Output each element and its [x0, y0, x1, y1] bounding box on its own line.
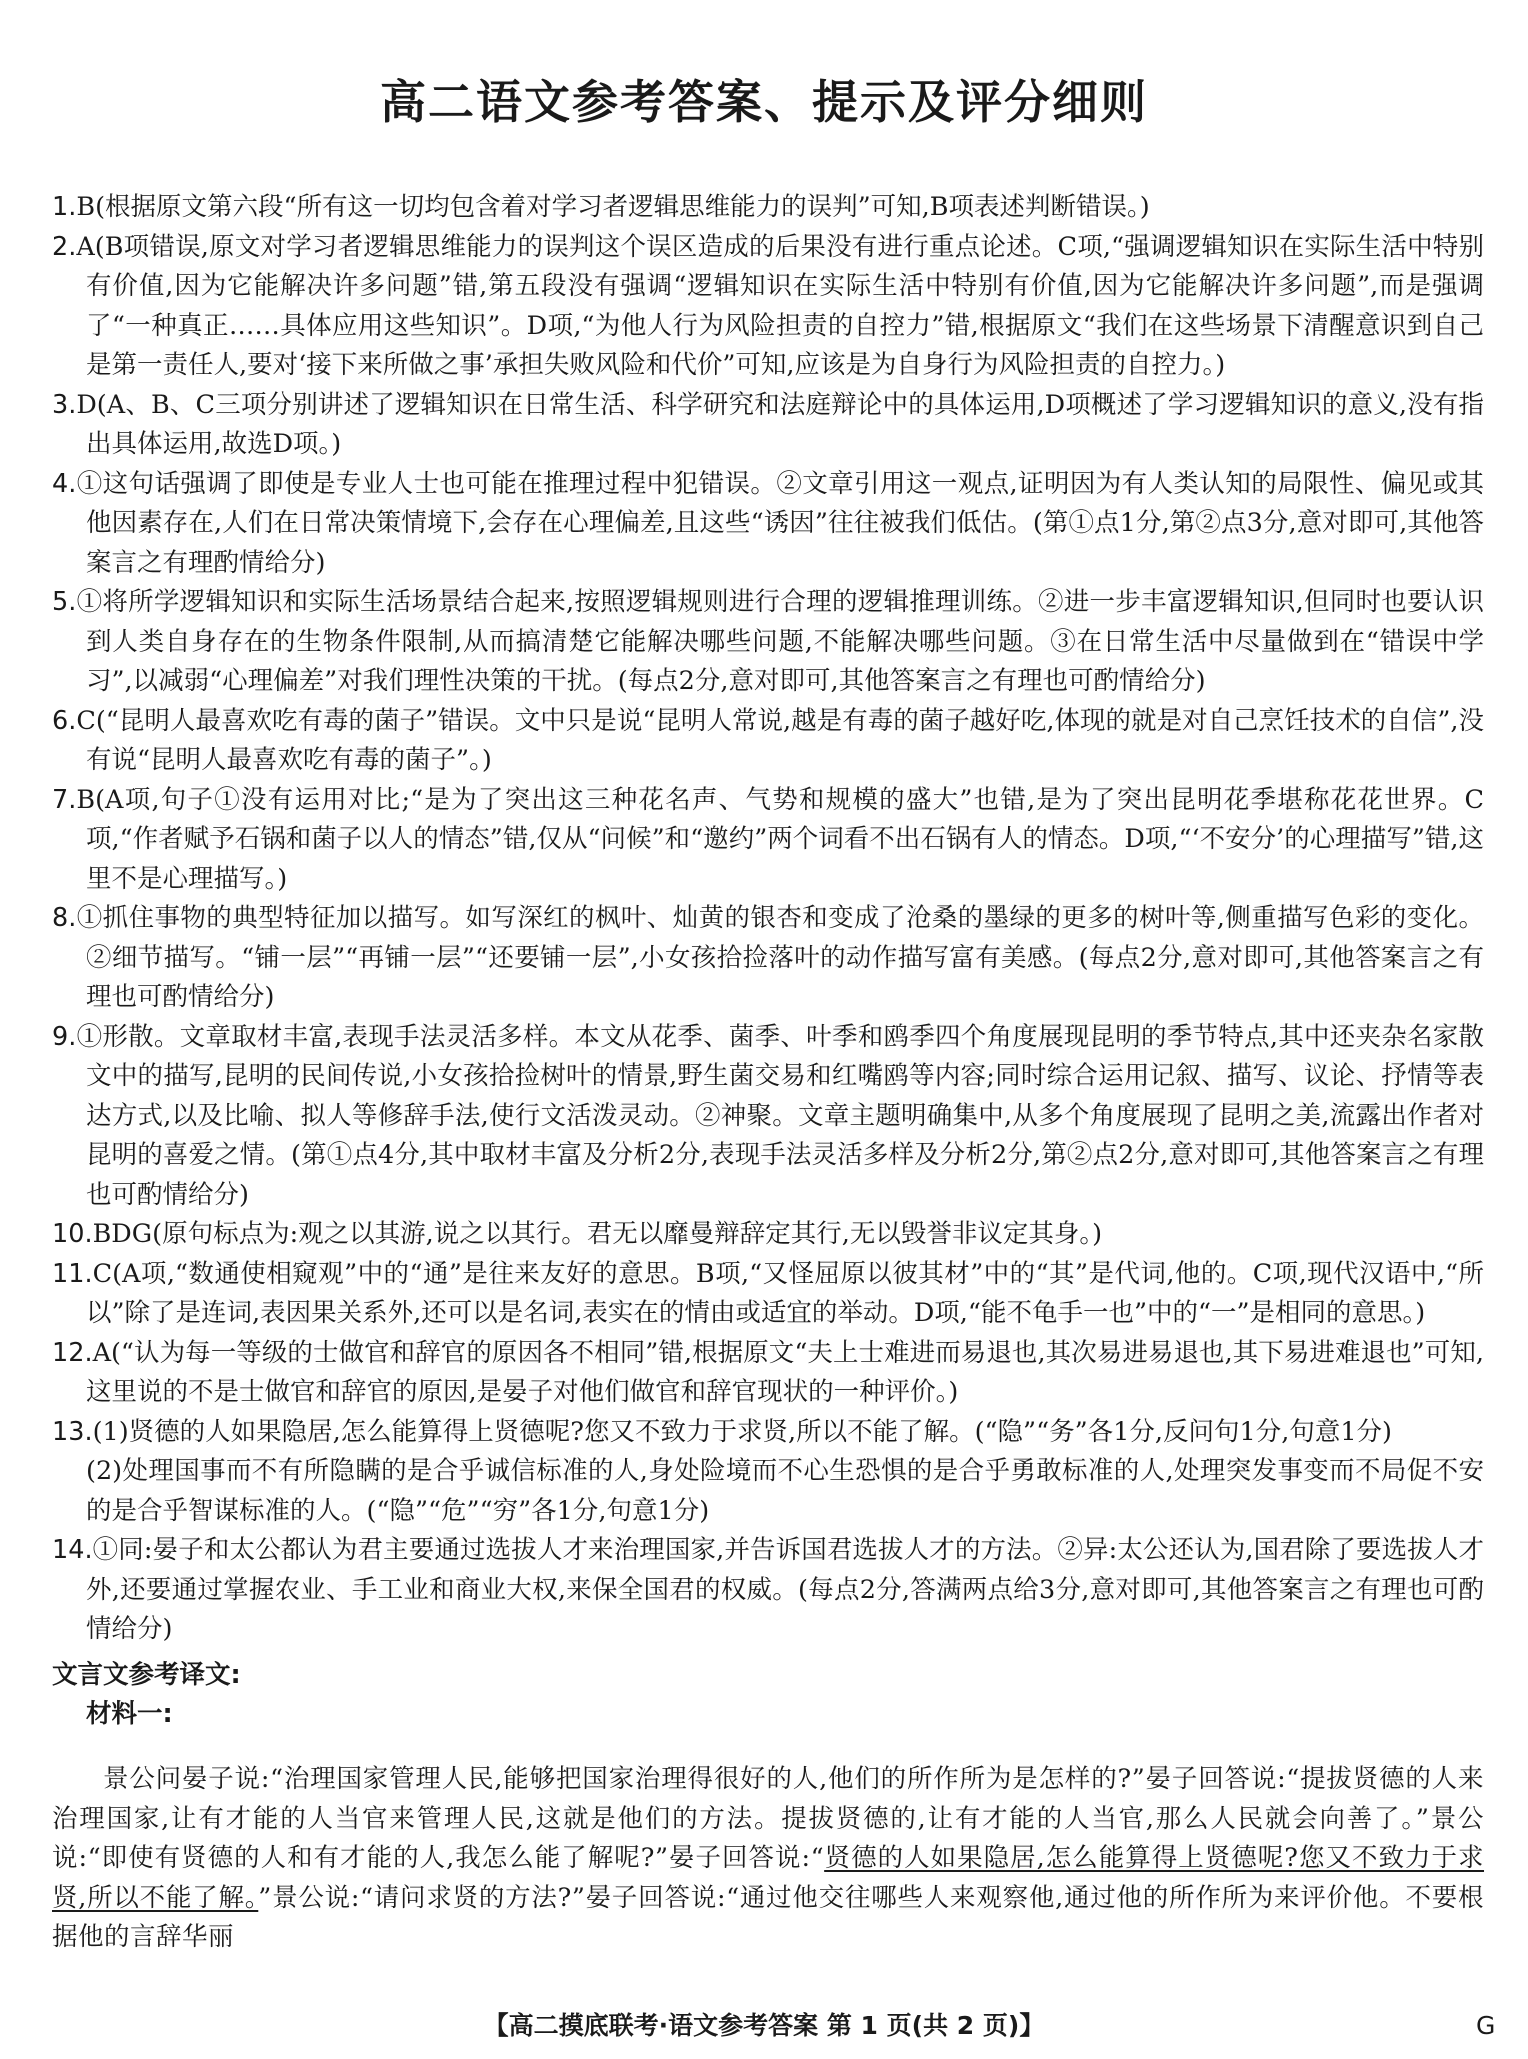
item-text: ①形散。文章取材丰富,表现手法灵活多样。本文从花季、菌季、叶季和鸥季四个角度展现昆明的季节特点,其中还夹杂名家散文中的描写,昆明的民间传说,小女孩拾捡树叶的情景,野生菌交易和红嘴鸥等内容;同时综合运用记叙、描写、议论、抒情等表达方式,以及比喻、拟人等修辞手法,使行文活泼灵动。②神聚。文章主题明确集中,从多个角度展现了昆明之美,流露出作者对昆明的喜爱之情。(第①点4分,其中取材丰富及分析2分,表现手法灵活多样及分析2分,第②点2分,意对即可,其他答案言之有理也可酌情给分)	[76, 1021, 1484, 1210]
item-text: A(B项错误,原文对学习者逻辑思维能力的误判这个误区造成的后果没有进行重点论述。C项,“强调逻辑知识在实际生活中特别有价值,因为它能解决许多问题”错,第五段没有强调“逻辑知识在实际生活中特别有价值,因为它能解决许多问题”,而是强调了“一种真正……具体应用这些知识”。D项,“为他人行为风险担责的自控力”错,根据原文“我们在这些场景下清醒意识到自己是第一责任人,要对‘接下来所做之事’承担失败风险和代价”可知,应该是为自身行为风险担责的自控力。)	[76, 231, 1484, 380]
answer-item-7	[52, 781, 1484, 900]
answer-item-13	[52, 1413, 1484, 1532]
item-number: 2.	[52, 231, 77, 262]
translation-text-before: 景公问晏子说:“治理国家管理人民,能够把国家治理得很好的人,他们的所作所为是怎样的?”晏子回答说:“提拔贤德的人来治理国家,让有才能的人当官来管理人民,这就是他们的方法。提拔贤德的,让有才能的人当官,那么人民就会向善了。”景公说:“即使有贤德的人和有才能的人,我怎么能了解呢?”晏子回答说:“	[52, 1764, 1484, 1873]
answer-item-1	[52, 188, 1484, 228]
answer-content	[52, 188, 1484, 1983]
item-text: B(根据原文第六段“所有这一切均包含着对学习者逻辑思维能力的误判”可知,B项表述判断错误。)	[76, 192, 1150, 222]
item-number: 7.	[52, 784, 77, 815]
item-number: 14.	[52, 1535, 93, 1565]
answer-item-11	[52, 1255, 1484, 1334]
translation-underlined-text: 贤德的人如果隐居,怎么能算得上贤德呢?您又不致力于求贤,所以不能了解。	[52, 1843, 1485, 1913]
item-text: ①抓住事物的典型特征加以描写。如写深红的枫叶、灿黄的银杏和变成了沧桑的墨绿的更多的树叶等,侧重描写色彩的变化。②细节描写。“铺一层”“再铺一层”“还要铺一层”,小女孩拾捡落叶的动作描写富有美感。(每点2分,意对即可,其他答案言之有理也可酌情给分)	[76, 903, 1484, 1012]
item-text: C(“昆明人最喜欢吃有毒的菌子”错误。文中只是说“昆明人常说,越是有毒的菌子越好吃,体现的就是对自己烹饪技术的自信”,没有说“昆明人最喜欢吃有毒的菌子”。)	[76, 705, 1484, 775]
page-title: 高二语文参考答案、提示及评分细则	[380, 75, 1148, 129]
item-number: 5.	[52, 587, 77, 617]
answer-item-4	[52, 465, 1484, 584]
answer-item-3	[52, 386, 1484, 465]
item-number: 10.	[52, 1219, 93, 1249]
item-number: 8.	[52, 903, 77, 933]
footer-code: G	[1476, 2011, 1496, 2040]
answer-item-9	[52, 1018, 1484, 1216]
item-text: ①同:晏子和太公都认为君主要通过选拔人才来治理国家,并告诉国君选拔人才的方法。②异:太公还认为,国君除了要选拔人才外,还要通过掌握农业、手工业和商业大权,来保全国君的权威。(每点2分,答满两点给3分,意对即可,其他答案言之有理也可酌情给分)	[86, 1535, 1484, 1644]
item-part-1: (1)贤德的人如果隐居,怎么能算得上贤德呢?您又不致力于求贤,所以不能了解。(“隐”“务”各1分,反问句1分,句意1分)	[92, 1416, 1392, 1447]
item-number: 4.	[52, 468, 77, 499]
item-text: B(A项,句子①没有运用对比;“是为了突出这三种花名声、气势和规模的盛大”也错,是为了突出昆明花季堪称花花世界。C项,“作者赋予石锅和菌子以人的情态”错,仅从“问候”和“邀约”两个词看不出石锅有人的情态。D项,“‘不安分’的心理描写”错,这里不是心理描写。)	[76, 784, 1484, 894]
item-text: ①这句话强调了即使是专业人士也可能在推理过程中犯错误。②文章引用这一观点,证明因为有人类认知的局限性、偏见或其他因素存在,人们在日常决策情境下,会存在心理偏差,且这些“诱因”往往被我们低估。(第①点1分,第②点3分,意对即可,其他答案言之有理酌情给分)	[76, 468, 1484, 578]
item-part-2: (2)处理国事而不有所隐瞒的是合乎诚信标准的人,身处险境而不心生恐惧的是合乎勇敢标准的人,处理突发事变而不局促不安的是合乎智谋标准的人。(“隐”“危”“穷”各1分,句意1分)	[86, 1456, 1484, 1526]
page-footer: 【高二摸底联考·语文参考答案 第 1 页(共 2 页)】	[483, 2011, 1045, 2040]
answer-item-6	[52, 702, 1484, 781]
item-text: C(A项,“数通使相窥观”中的“通”是往来友好的意思。B项,“又怪屈原以彼其材”中的“其”是代词,他的。C项,现代汉语中,“所以”除了是连词,表因果关系外,还可以是名词,表实在的情由或适宜的举动。D项,“能不龟手一也”中的“一”是相同的意思。)	[86, 1258, 1484, 1328]
answer-item-2	[52, 228, 1484, 386]
answer-item-10	[52, 1215, 1484, 1255]
material-label: 材料一:	[86, 1699, 173, 1729]
translation-paragraph	[52, 1760, 1484, 1958]
answer-item-12	[52, 1334, 1484, 1413]
answer-item-14	[52, 1531, 1484, 1650]
item-number: 13.	[52, 1416, 93, 1447]
translation-text-after: ”景公说:“请问求贤的方法?”晏子回答说:“通过他交往哪些人来观察他,通过他的所作所为来评价他。不要根据他的言辞华丽	[52, 1882, 1485, 1952]
item-number: 6.	[52, 705, 77, 736]
answer-item-5	[52, 583, 1484, 702]
item-text: D(A、B、C三项分别讲述了逻辑知识在日常生活、科学研究和法庭辩论中的具体运用,D项概述了学习逻辑知识的意义,没有指出具体运用,故选D项。)	[76, 389, 1484, 459]
item-text: BDG(原句标点为:观之以其游,说之以其行。君无以靡曼辩辞定其行,无以毁誉非议定其身。)	[92, 1219, 1103, 1249]
translation-heading: 文言文参考译文:	[52, 1659, 241, 1690]
item-number: 11.	[52, 1258, 93, 1289]
item-number: 1.	[52, 192, 77, 222]
answer-item-8	[52, 899, 1484, 1018]
item-number: 3.	[52, 389, 77, 420]
item-number: 12.	[52, 1337, 93, 1368]
item-number: 9.	[52, 1021, 77, 1052]
item-text: ①将所学逻辑知识和实际生活场景结合起来,按照逻辑规则进行合理的逻辑推理训练。②进一步丰富逻辑知识,但同时也要认识到人类自身存在的生物条件限制,从而搞清楚它能解决哪些问题,不能解决哪些问题。③在日常生活中尽量做到在“错误中学习”,以减弱“心理偏差”对我们理性决策的干扰。(每点2分,意对即可,其他答案言之有理也可酌情给分)	[76, 587, 1484, 696]
item-text: A(“认为每一等级的士做官和辞官的原因各不相同”错,根据原文“夫上士难进而易退也,其次易进易退也,其下易进难退也”可知,这里说的不是士做官和辞官的原因,是晏子对他们做官和辞官现状的一种评价。)	[86, 1337, 1484, 1407]
